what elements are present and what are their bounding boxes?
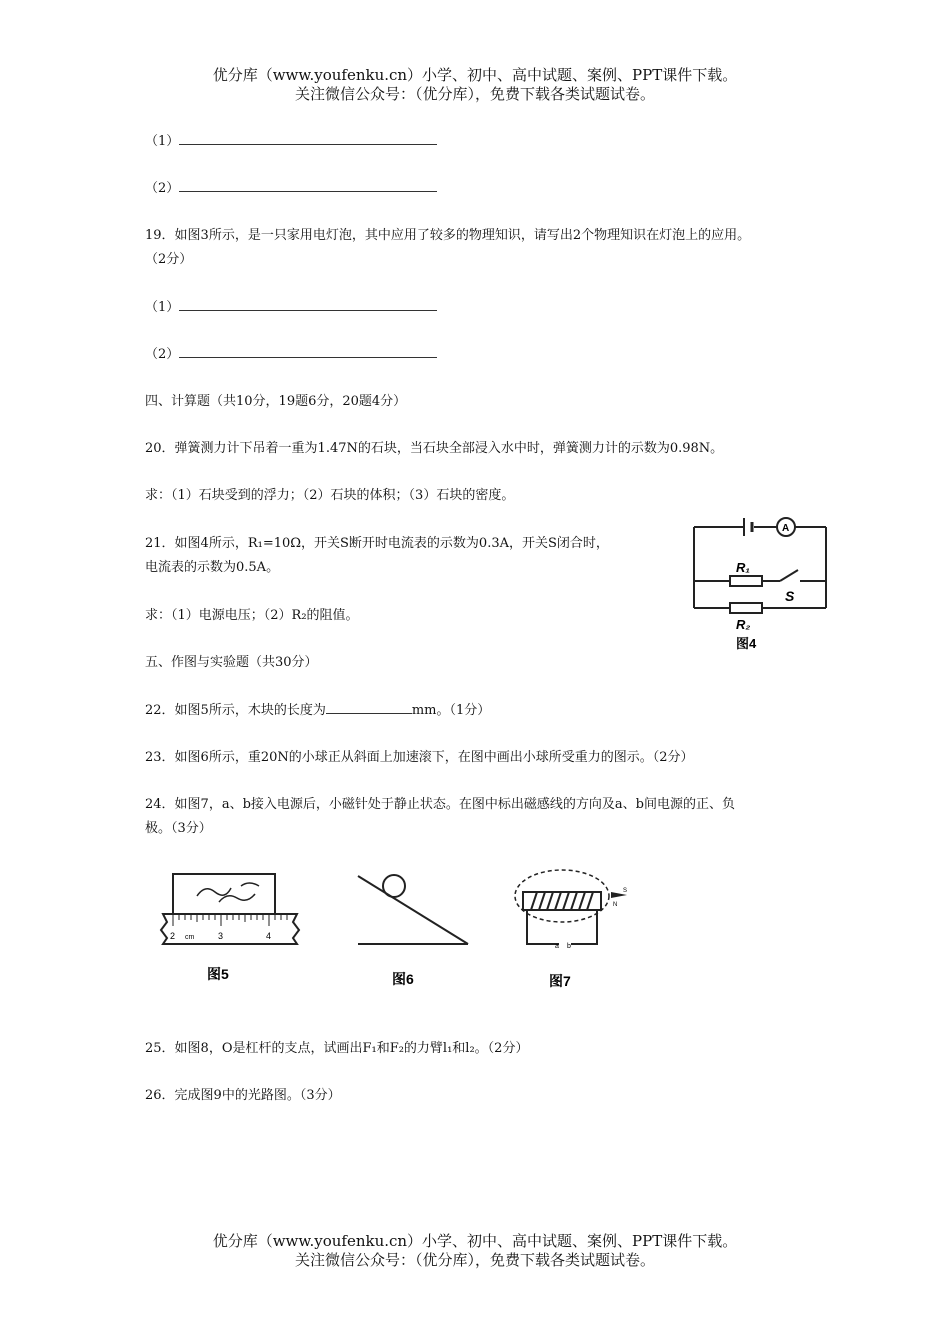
switch-icon [780,570,798,581]
answer-label: （2） [145,347,180,362]
answer-label: （1） [145,300,180,315]
r1-label: R₁ [736,560,750,575]
q26-text: 26．完成图9中的光路图。（3分） [145,1088,341,1103]
figure-6-incline [352,866,477,986]
q19-text: 19．如图3所示，是一只家用电灯泡，其中应用了较多的物理知识，请写出2个物理知识在灯泡上的应用。 [145,228,751,243]
answer-label: （2） [145,181,180,196]
wood-block [173,874,275,914]
q19-answer-line-2 [145,343,437,362]
terminal-a-label: a [555,943,559,950]
figure-7-solenoid [505,862,630,990]
ball-icon [383,875,405,897]
figure-7-caption: 图7 [549,973,571,989]
answer-blank[interactable] [179,298,437,311]
circuit-wire [527,910,597,944]
q21-line-1: 21．如图4所示，R₁=10Ω，开关S断开时电流表的示数为0.3A，开关S闭合时， [145,536,609,551]
ruler-body [161,914,299,944]
footer-line-1: 优分库（www.youfenku.cn）小学、初中、高中试题、案例、PPT课件下载。 [212,1232,738,1250]
page-header [0,66,950,104]
ruler-tick-label: 3 [218,931,224,941]
answer-line-2 [145,177,437,196]
q22-text [145,699,490,718]
compass-n-label: N [613,902,618,908]
figure-6-caption: 图6 [392,971,414,986]
q21-line-2: 电流表的示数为0.5A。 [145,560,280,575]
q22-answer-blank[interactable] [326,701,412,714]
header-line-2: 关注微信公众号：（优分库），免费下载各类试题试卷。 [294,85,655,103]
ruler-unit-label: cm [185,934,195,941]
section-4-heading: 四、计算题（共10分，19题6分，20题4分） [145,394,407,409]
incline-surface [358,876,468,944]
q21-ask: 求：（1）电源电压；（2）R₂的阻值。 [145,608,359,623]
answer-blank[interactable] [179,179,437,192]
terminal-b-label: b [567,943,571,950]
ruler-tick-label: 4 [266,931,272,941]
header-line-1: 优分库（www.youfenku.cn）小学、初中、高中试题、案例、PPT课件下载。 [212,66,738,84]
r2-label: R₂ [736,617,751,632]
q25-text: 25．如图8，O是杠杆的支点，试画出F₁和F₂的力臂l₁和l₂。（2分） [145,1041,529,1056]
q19-score: （2分） [145,252,193,267]
q22-prefix: 22．如图5所示，木块的长度为 [145,703,326,718]
figure-4-circuit [682,512,832,662]
q20-text: 20．弹簧测力计下吊着一重为1.47N的石块，当石块全部浸入水中时，弹簧测力计的示数为0.98N。 [145,441,724,456]
figure-4-caption: 图4 [736,636,757,651]
q19-answer-line-1 [145,296,437,315]
answer-line-1 [145,130,437,149]
answer-blank[interactable] [179,132,437,145]
q22-suffix: mm。（1分） [411,703,491,718]
figure-5-caption: 图5 [207,966,229,982]
section-5-heading: 五、作图与实验题（共30分） [145,655,318,670]
switch-label: S [785,588,795,604]
answer-blank[interactable] [179,345,437,358]
q24-line-2: 极。（3分） [145,821,212,836]
q23-text: 23．如图6所示，重20N的小球正从斜面上加速滚下，在图中画出小球所受重力的图示。（2分） [145,750,694,765]
field-line-dashed [515,870,609,922]
page-footer [0,1232,950,1270]
answer-label: （1） [145,134,180,149]
footer-line-2: 关注微信公众号：（优分库），免费下载各类试题试卷。 [294,1251,655,1269]
q24-line-1: 24．如图7，a、b接入电源后，小磁针处于静止状态。在图中标出磁感线的方向及a、b间电源的正、负 [145,797,735,812]
resistor-r1-icon [730,576,762,586]
compass-s-label: S [623,888,628,894]
figure-5-ruler [155,866,305,986]
resistor-r2-icon [730,603,762,613]
q20-ask: 求：（1）石块受到的浮力；（2）石块的体积；（3）石块的密度。 [145,488,515,503]
ruler-tick-label: 2 [170,931,176,941]
ammeter-label: A [782,523,790,534]
